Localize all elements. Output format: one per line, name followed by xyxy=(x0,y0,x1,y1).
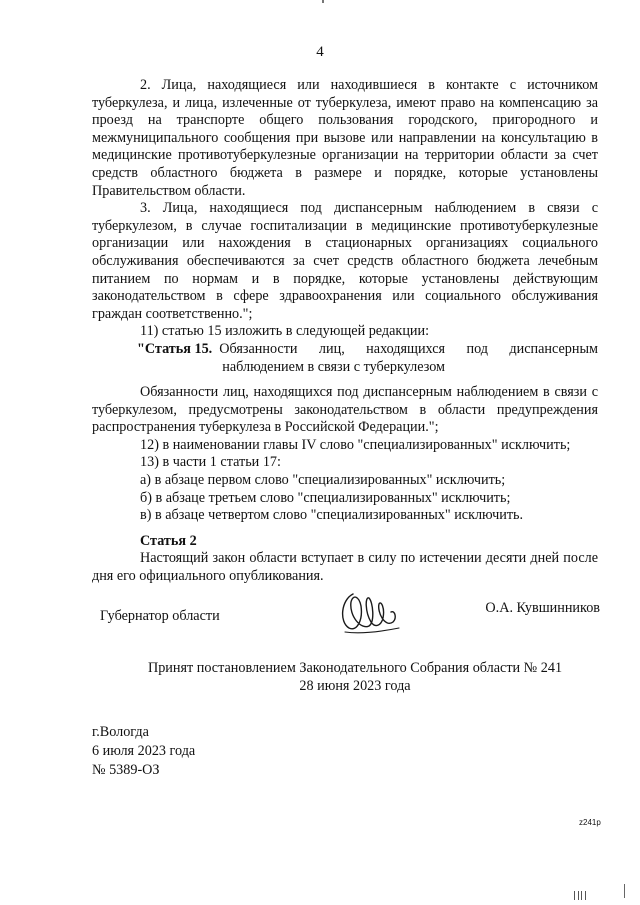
adoption-line-2: 28 июня 2023 года xyxy=(299,677,411,694)
article-15-title: Обязанности лиц, находящихся под диспансерным наблюдением в связи с туберкулезом xyxy=(219,340,598,375)
article-2-body: Настоящий закон области вступает в силу по истечении десяти дней после дня его официального опубликования. xyxy=(92,550,598,585)
item-13-b: б) в абзаце третьем слово "специализированных" исключить; xyxy=(140,489,511,506)
article-2-heading: Статья 2 xyxy=(140,532,197,549)
paragraph-3: 3. Лица, находящиеся под диспансерным наблюдением в связи с туберкулезом, в случае госпитализации в медицинские противотуберкулезные организации или нахождения в стационарных организациях социального обслуживания обеспечиваются за счет средств областного бюджета лечебным питанием по нормам и в порядке, которые установлены действующим законодательством в сфере здравоохранения или социального обслуживания граждан соответственно."; xyxy=(92,200,598,322)
article-15-heading xyxy=(92,341,598,376)
item-12: 12) в наименовании главы IV слово "специализированных" исключить; xyxy=(140,436,571,453)
footer-code: z241p xyxy=(579,818,601,827)
item-13: 13) в части 1 статьи 17: xyxy=(140,454,281,471)
adoption-note xyxy=(0,660,640,695)
paragraph-2: 2. Лица, находящиеся или находившиеся в контакте с источником туберкулеза, и лица, излеченные от туберкулеза, имеют право на компенсацию за проезд на транспорте общего пользования городского, пригородного и межмуниципального сообщения при вызове или направлении на консультацию в медицинские противотуберкулезные организации на территории области за счет средств областного бюджета в размере и порядке, которые установлены Правительством области. xyxy=(92,77,598,199)
handwritten-signature-icon xyxy=(335,582,405,642)
signatory-name: О.А. Кувшинников xyxy=(485,600,600,616)
sign-date: 6 июля 2023 года xyxy=(92,743,196,759)
item-13-a: а) в абзаце первом слово "специализированных" исключить; xyxy=(140,472,506,489)
scan-edge-mark xyxy=(624,884,625,898)
adoption-line-1: Принят постановлением Законодательного Собрания области № 241 xyxy=(147,660,563,676)
scan-mark xyxy=(322,0,324,3)
item-13-c: в) в абзаце четвертом слово "специализированных" исключить. xyxy=(140,507,524,524)
item-11: 11) статью 15 изложить в следующей редакции: xyxy=(140,323,430,340)
article-15-label: "Статья 15. xyxy=(137,340,213,357)
city: г.Вологда xyxy=(92,724,149,740)
signatory-role: Губернатор области xyxy=(100,608,220,624)
law-text xyxy=(92,77,598,586)
signature-block xyxy=(100,600,600,640)
barcode-mark xyxy=(572,887,600,901)
page-number: 4 xyxy=(316,44,324,60)
article-15-body: Обязанности лиц, находящихся под диспансерным наблюдением в связи с туберкулезом, предусмотрены законодательством в области предупреждения распространения туберкулеза в Российской Федерации."; xyxy=(92,384,598,436)
place-date-number xyxy=(92,723,195,780)
law-number: № 5389-ОЗ xyxy=(92,762,160,778)
